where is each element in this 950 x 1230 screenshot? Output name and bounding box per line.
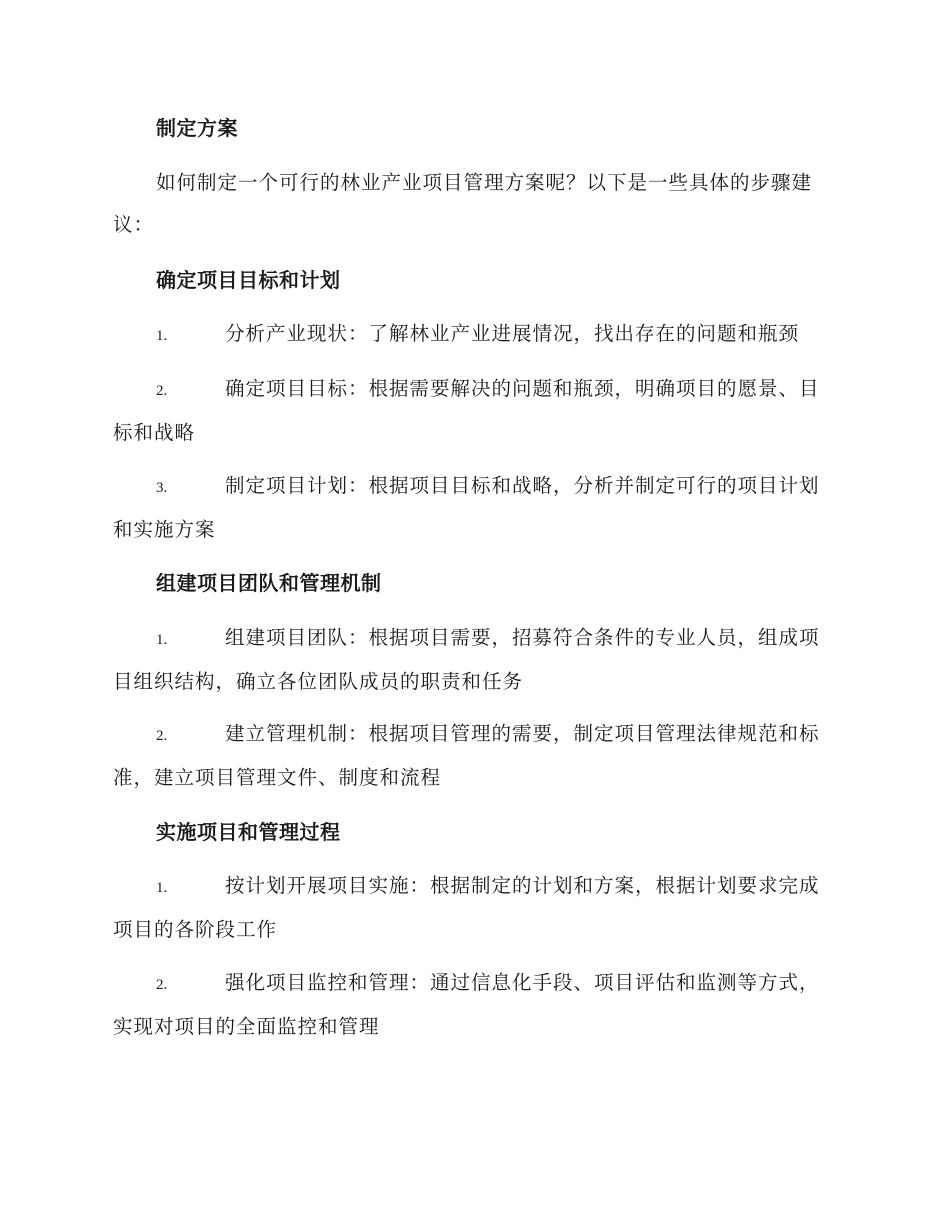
list-item-text: 按计划开展项目实施：根据制定的计划和方案，根据计划要求完成项目的各阶段工作 (113, 874, 820, 941)
list-item-number: 2. (156, 977, 168, 993)
list-item (113, 713, 838, 799)
list-item-text: 组建项目团队：根据项目需要，招募符合条件的专业人员，组成项目组织结构，确立各位团队成员的职责和任务 (113, 626, 820, 693)
section-heading: 制定方案 (156, 116, 238, 140)
list-item-text: 建立管理机制：根据项目管理的需要，制定项目管理法律规范和标准，建立项目管理文件、制度和流程 (113, 722, 820, 789)
list-item-text: 分析产业现状：了解林业产业进展情况，找出存在的问题和瓶颈 (225, 322, 800, 345)
list-item-number: 1. (156, 632, 168, 648)
list-item (113, 313, 838, 357)
list-item-number: 2. (156, 728, 168, 744)
section-heading: 确定项目目标和计划 (156, 268, 341, 292)
list-item (113, 617, 838, 703)
list-item-number: 3. (156, 480, 168, 496)
section-heading: 组建项目团队和管理机制 (156, 571, 382, 595)
list-item-number: 2. (156, 383, 168, 399)
list-item-text: 确定项目目标：根据需要解决的问题和瓶颈，明确项目的愿景、目标和战略 (113, 377, 820, 444)
list-item (113, 465, 838, 551)
list-item-text: 制定项目计划：根据项目目标和战略，分析并制定可行的项目计划和实施方案 (113, 474, 820, 541)
list-item-number: 1. (156, 880, 168, 896)
list-item (113, 368, 838, 454)
list-item-text: 强化项目监控和管理：通过信息化手段、项目评估和监测等方式，实现对项目的全面监控和管理 (113, 971, 820, 1038)
section-heading: 实施项目和管理过程 (156, 820, 341, 844)
list-item (113, 962, 838, 1048)
list-item-number: 1. (156, 328, 168, 344)
list-item (113, 865, 838, 951)
intro-paragraph: 如何制定一个可行的林业产业项目管理方案呢？以下是一些具体的步骤建议： (113, 171, 813, 236)
